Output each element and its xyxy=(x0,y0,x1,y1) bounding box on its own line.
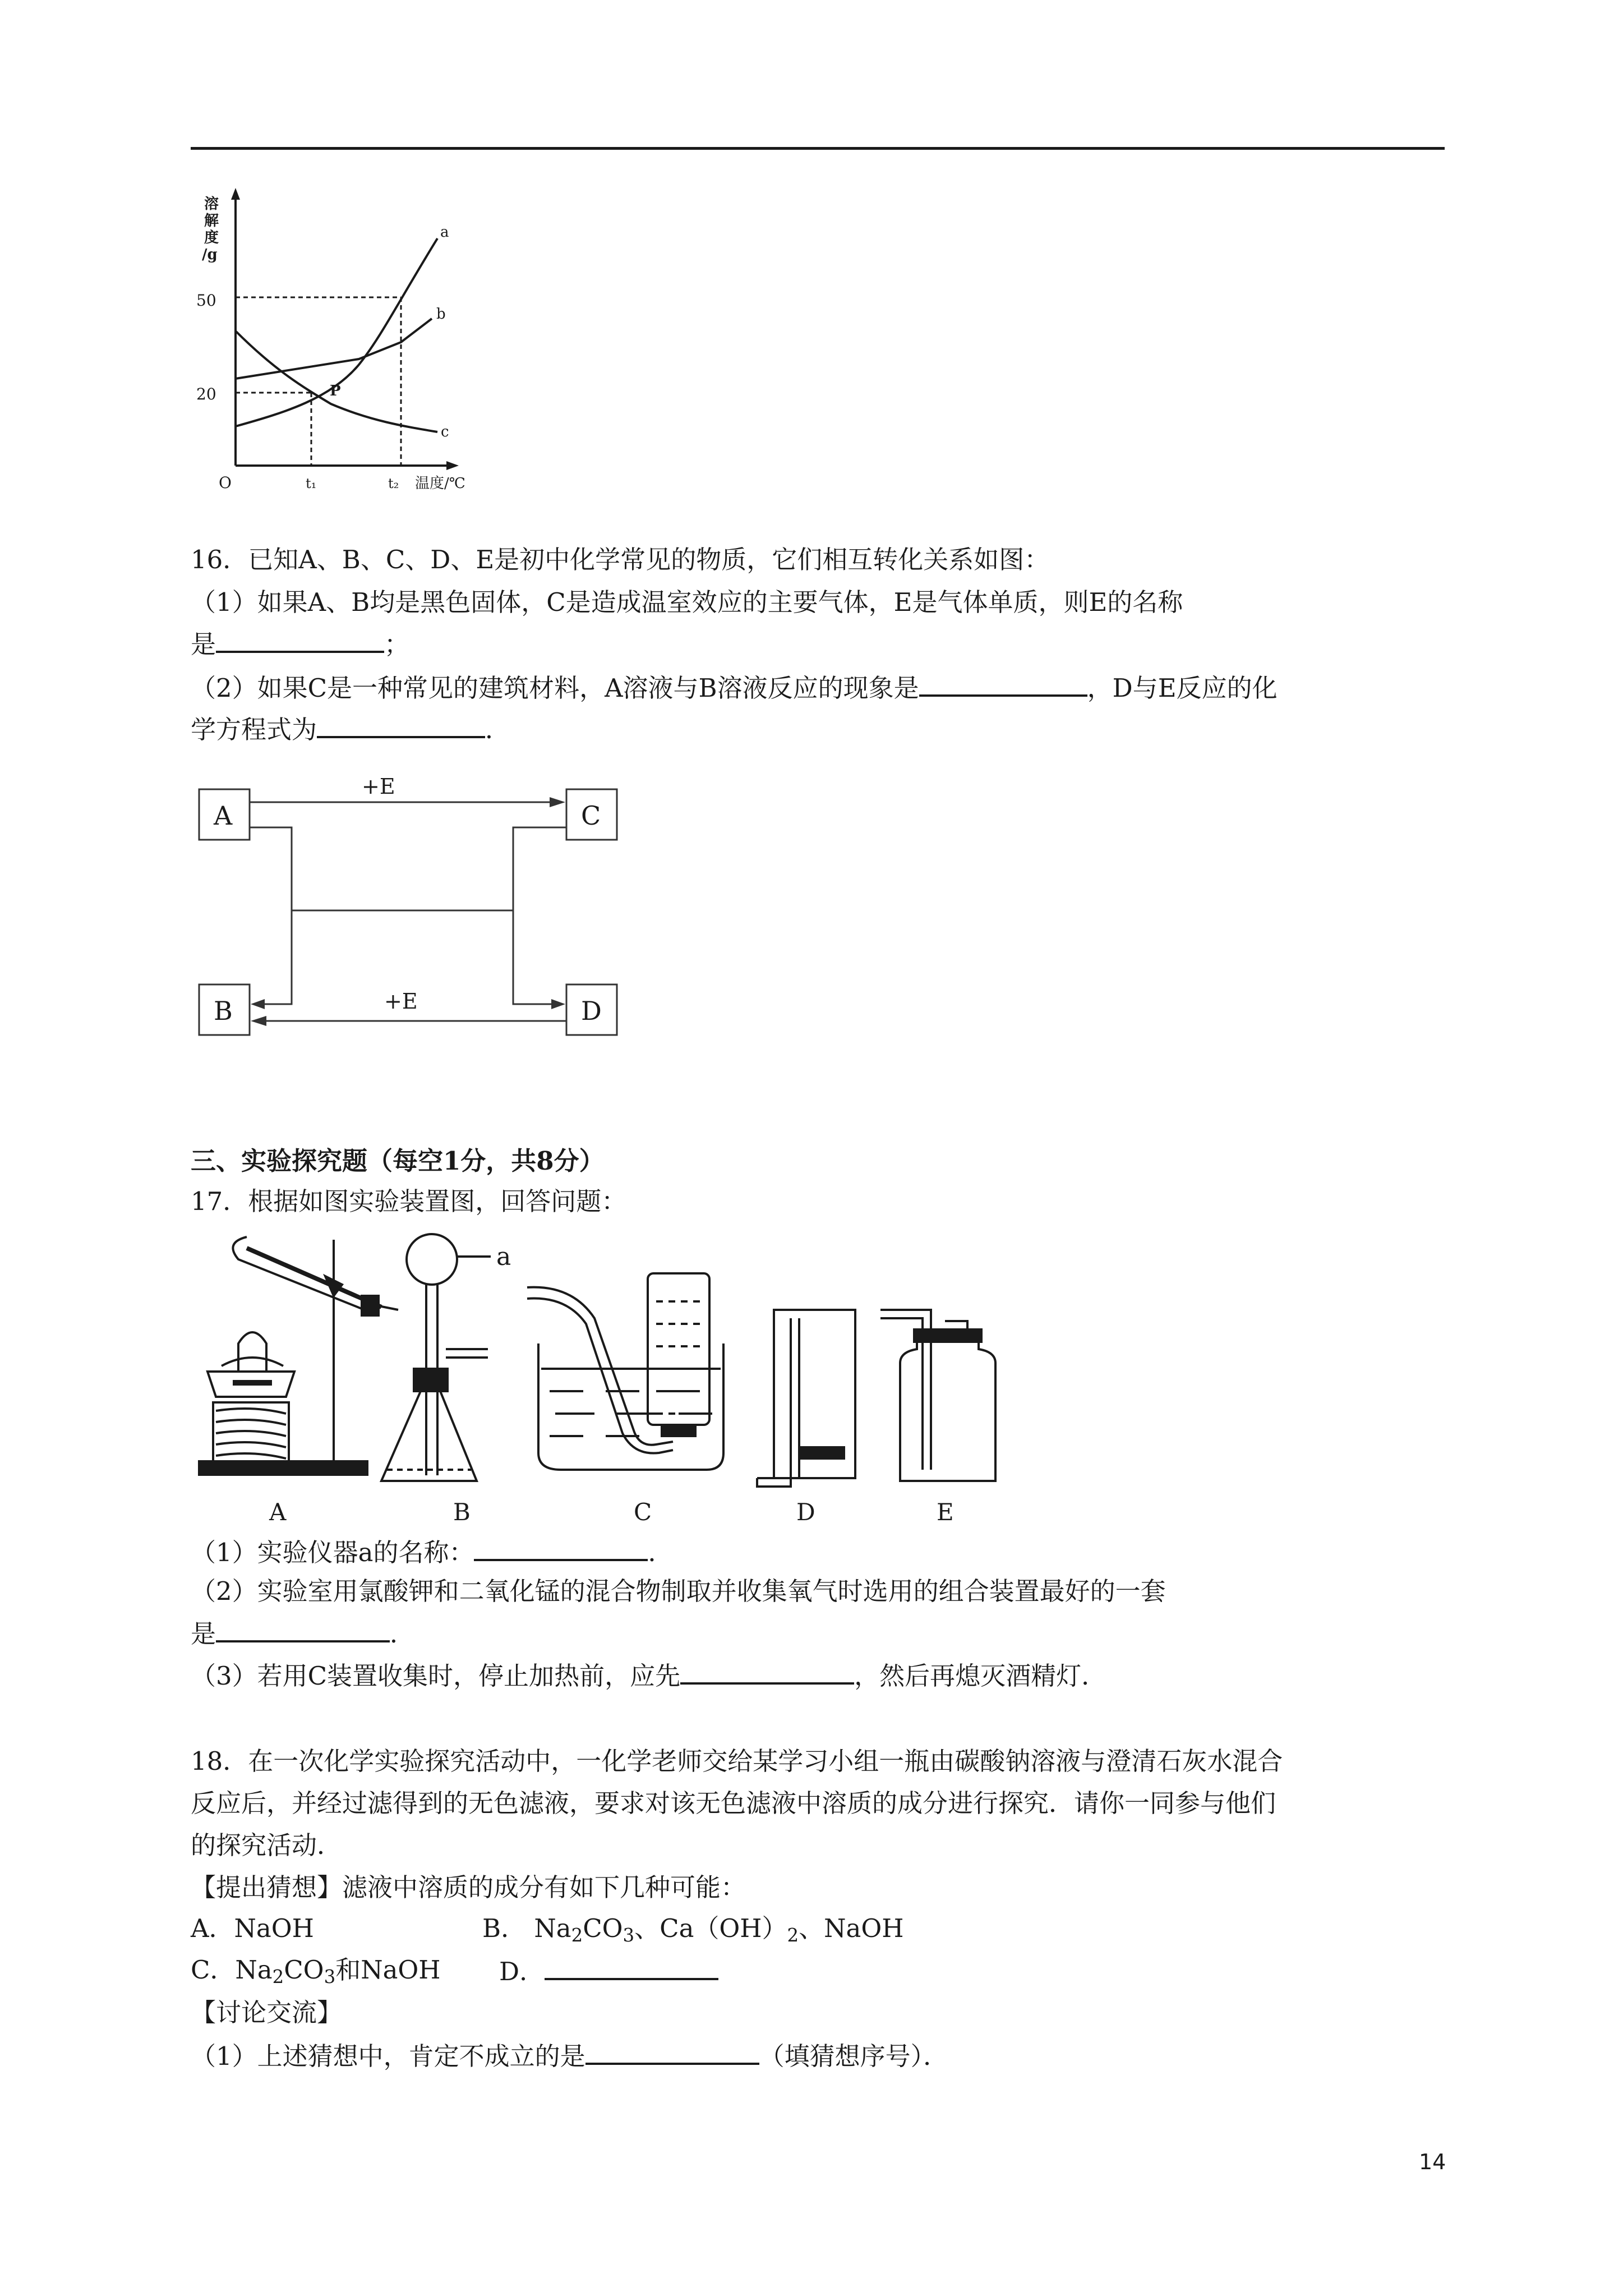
apparatus-pointer-a: a xyxy=(496,1243,511,1271)
q16-stem: 16．已知A、B、C、D、E是初中化学常见的物质，它们相互转化关系如图： xyxy=(191,545,1050,574)
apparatus-d xyxy=(757,1310,855,1487)
answer-blank-e-name[interactable] xyxy=(216,626,384,653)
q17-part2-line2: 是 ． xyxy=(191,1616,415,1651)
lab-apparatus-figure xyxy=(191,1228,1032,1531)
apparatus-label-b: B xyxy=(453,1498,471,1526)
apparatus-label-c: C xyxy=(634,1498,652,1526)
apparatus-label-a: A xyxy=(269,1498,287,1526)
x-tick-t1: t₁ xyxy=(306,476,317,491)
page-number: 14 xyxy=(1419,2150,1446,2174)
y-tick-50: 50 xyxy=(196,291,216,310)
apparatus-b xyxy=(381,1234,511,1481)
q18-guess-title: 【提出猜想】滤液中溶质的成分有如下几种可能： xyxy=(191,1872,746,1902)
q17-part1: （1）实验仪器a的名称： ． xyxy=(191,1534,673,1570)
box-c-label: C xyxy=(581,800,601,831)
answer-blank-option-d[interactable] xyxy=(545,1953,718,1980)
header-rule xyxy=(191,147,1445,150)
q18-stem-line1: 18．在一次化学实验探究活动中，一化学老师交给某学习小组一瓶由碳酸钠溶液与澄清石灰水混合 xyxy=(191,1746,1283,1776)
q18-option-c: C．Na2CO3和NaOH xyxy=(191,1955,441,1988)
bottom-arrow-label: +E xyxy=(384,989,418,1014)
apparatus-c xyxy=(527,1273,723,1470)
box-d-label: D xyxy=(581,996,602,1026)
answer-blank-apparatus-combo[interactable] xyxy=(216,1616,390,1642)
solubility-graph xyxy=(191,185,482,499)
answer-blank-first-step[interactable] xyxy=(680,1658,854,1685)
q18-option-b: B． Na2CO3、Ca（OH）2、NaOH xyxy=(482,1913,904,1947)
q18-option-d: D． xyxy=(499,1953,718,1989)
box-a-label: A xyxy=(214,800,233,831)
q18-discuss-title: 【讨论交流】 xyxy=(191,1998,343,2027)
q17-stem: 17．根据如图实验装置图，回答问题： xyxy=(191,1186,627,1216)
answer-blank-equation[interactable] xyxy=(317,711,485,738)
apparatus-label-d: D xyxy=(796,1498,815,1526)
origin-label: O xyxy=(219,473,232,492)
y-tick-20: 20 xyxy=(196,385,216,403)
curve-b xyxy=(236,319,432,379)
answer-blank-invalid-guess[interactable] xyxy=(585,2038,759,2065)
transformation-diagram xyxy=(191,766,639,1049)
q16-part1-line2: 是 ； xyxy=(191,626,409,661)
answer-blank-instrument-a[interactable] xyxy=(474,1534,648,1561)
q18-option-a: A．NaOH xyxy=(191,1913,314,1943)
q17-part3: （3）若用C装置收集时，停止加热前，应先 ，然后再熄灭酒精灯． xyxy=(191,1658,1106,1693)
x-tick-t2: t₂ xyxy=(388,476,399,491)
x-axis-label: 温度/℃ xyxy=(415,475,465,492)
q18-stem-line2: 反应后，并经过滤得到的无色滤液，要求对该无色滤液中溶质的成分进行探究．请你一同参与他们 xyxy=(191,1788,1276,1818)
q16-part2-line1: （2）如果C是一种常见的建筑材料，A溶液与B溶液反应的现象是 ，D与E反应的化 xyxy=(191,670,1278,705)
q17-part2-line1: （2）实验室用氯酸钾和二氧化锰的混合物制取并收集氧气时选用的组合装置最好的一套 xyxy=(191,1576,1166,1606)
apparatus-e xyxy=(880,1310,995,1481)
section3-title: 三、实验探究题（每空1分，共8分） xyxy=(191,1146,605,1176)
curve-c-label: c xyxy=(441,424,449,440)
apparatus-a xyxy=(199,1237,398,1475)
apparatus-label-e: E xyxy=(937,1498,954,1526)
answer-blank-phenomenon[interactable] xyxy=(919,670,1087,697)
y-axis-label: 溶解度/g xyxy=(202,196,219,263)
top-arrow-label: +E xyxy=(362,774,395,799)
q16-part2-line2: 学方程式为 ． xyxy=(191,711,510,747)
q18-stem-line3: 的探究活动． xyxy=(191,1830,343,1860)
box-b-label: B xyxy=(214,996,233,1026)
q18-discuss-1: （1）上述猜想中，肯定不成立的是 （填猜想序号）． xyxy=(191,2038,948,2073)
point-p-label: P xyxy=(330,383,341,399)
curve-b-label: b xyxy=(436,306,446,323)
q16-part1-line1: （1）如果A、B均是黑色固体，C是造成温室效应的主要气体，E是气体单质，则E的名称 xyxy=(191,587,1183,617)
curve-a-label: a xyxy=(440,224,449,241)
